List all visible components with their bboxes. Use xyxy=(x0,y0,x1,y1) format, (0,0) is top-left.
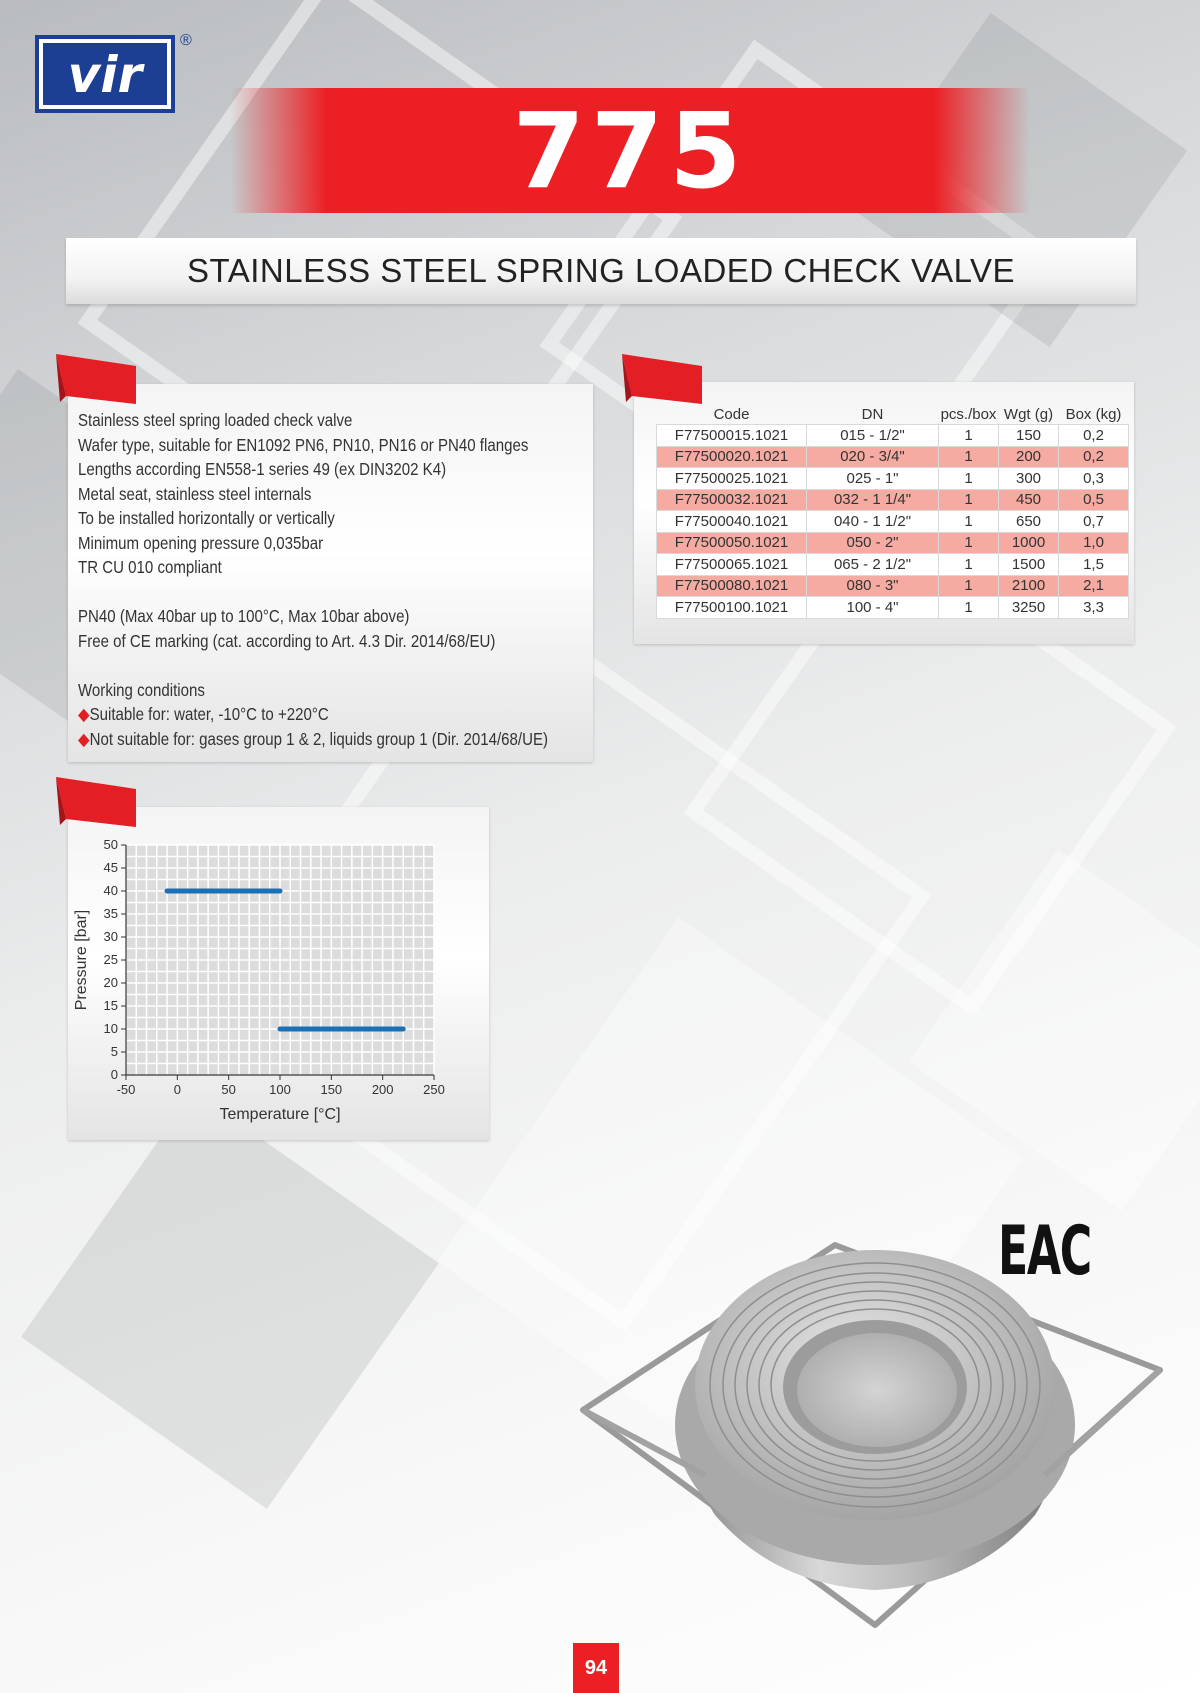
cell-weight: 450 xyxy=(999,489,1059,511)
description-line: Stainless steel spring loaded check valve xyxy=(78,410,353,430)
table-row xyxy=(657,597,1129,619)
header-weight: Wgt (g) xyxy=(1003,405,1054,423)
product-table xyxy=(656,404,1129,619)
y-tick-label: 25 xyxy=(103,952,118,967)
description-line: Minimum opening pressure 0,035bar xyxy=(78,532,324,553)
header-pcs-box: pcs./box xyxy=(940,405,997,423)
cell-box: 0,2 xyxy=(1059,425,1129,447)
cell-pcs: 1 xyxy=(939,446,999,468)
page-number: 94 xyxy=(573,1643,619,1693)
header-dn: DN xyxy=(861,405,884,423)
cell-pcs: 1 xyxy=(939,489,999,511)
table-row xyxy=(657,532,1129,554)
cell-box: 0,5 xyxy=(1059,489,1129,511)
cell-code: F77500050.1021 xyxy=(657,532,807,554)
cell-code: F77500020.1021 xyxy=(657,446,807,468)
y-tick-label: 50 xyxy=(103,837,118,852)
grid xyxy=(126,845,434,1075)
cell-code: F77500100.1021 xyxy=(657,597,807,619)
description-line: To be installed horizontally or vertically xyxy=(78,508,335,528)
table-row xyxy=(657,511,1129,533)
cell-dn: 065 - 2 1/2" xyxy=(807,554,939,576)
cell-pcs: 1 xyxy=(939,554,999,576)
y-tick-label: 45 xyxy=(103,860,118,875)
x-tick-label: 50 xyxy=(221,1082,236,1097)
model-banner xyxy=(230,88,1030,213)
table-tab-flag xyxy=(618,352,704,406)
cell-dn: 050 - 2" xyxy=(807,532,939,554)
x-tick-label: 150 xyxy=(320,1082,343,1097)
cell-weight: 1500 xyxy=(999,554,1059,576)
cell-pcs: 1 xyxy=(939,597,999,619)
table-row xyxy=(657,575,1129,597)
y-tick-label: 30 xyxy=(103,929,118,944)
cell-box: 1,5 xyxy=(1059,554,1129,576)
cell-pcs: 1 xyxy=(939,468,999,490)
pressure-rating-line: PN40 (Max 40bar up to 100°C, Max 10bar above) xyxy=(78,606,410,626)
x-tick-label: 100 xyxy=(269,1082,291,1097)
cell-pcs: 1 xyxy=(939,511,999,533)
condition-text: Suitable for: water, -10°C to +220°C xyxy=(89,704,329,724)
cell-box: 1,0 xyxy=(1059,532,1129,554)
pressure-temperature-chart xyxy=(68,807,489,1140)
cell-weight: 650 xyxy=(999,511,1059,533)
condition-item xyxy=(78,727,549,752)
x-tick-label: 200 xyxy=(371,1082,394,1097)
description-line: TR CU 010 compliant xyxy=(78,557,222,577)
x-tick-label: 250 xyxy=(423,1082,445,1097)
cell-weight: 3250 xyxy=(999,597,1059,619)
svg-text:vir: vir xyxy=(67,46,143,104)
cell-dn: 080 - 3" xyxy=(807,575,939,597)
x-tick-label: 0 xyxy=(173,1082,181,1097)
cell-pcs: 1 xyxy=(939,425,999,447)
cell-pcs: 1 xyxy=(939,575,999,597)
header-box-kg: Box (kg) xyxy=(1065,405,1122,423)
cell-pcs: 1 xyxy=(939,532,999,554)
cell-dn: 040 - 1 1/2" xyxy=(807,511,939,533)
cell-dn: 020 - 3/4" xyxy=(807,446,939,468)
y-tick-label: 0 xyxy=(110,1067,118,1082)
description-text xyxy=(78,408,549,751)
cell-weight: 300 xyxy=(999,468,1059,490)
cell-code: F77500080.1021 xyxy=(657,575,807,597)
y-tick-label: 10 xyxy=(103,1021,118,1036)
cell-weight: 150 xyxy=(999,425,1059,447)
cell-box: 3,3 xyxy=(1059,597,1129,619)
cell-code: F77500040.1021 xyxy=(657,511,807,533)
condition-item xyxy=(78,702,517,727)
eac-certification-mark: EAC xyxy=(998,1212,1091,1291)
table-row xyxy=(657,468,1129,490)
diamond-bullet-icon: ◆ xyxy=(78,704,90,724)
working-conditions-title: Working conditions xyxy=(78,679,205,700)
cell-code: F77500015.1021 xyxy=(657,425,807,447)
cell-code: F77500025.1021 xyxy=(657,468,807,490)
cell-box: 0,3 xyxy=(1059,468,1129,490)
cell-weight: 200 xyxy=(999,446,1059,468)
cell-dn: 032 - 1 1/4" xyxy=(807,489,939,511)
registered-mark: ® xyxy=(180,32,192,49)
x-axis-label: Temperature [°C] xyxy=(219,1106,341,1123)
y-axis-label: Pressure [bar] xyxy=(73,909,90,1011)
title-bar xyxy=(66,238,1136,304)
table-row xyxy=(657,446,1129,468)
header-code: Code xyxy=(713,405,750,423)
y-tick-label: 35 xyxy=(103,906,118,921)
table-row xyxy=(657,554,1129,576)
cell-dn: 015 - 1/2" xyxy=(807,425,939,447)
y-tick-label: 5 xyxy=(110,1044,118,1059)
description-line: Wafer type, suitable for EN1092 PN6, PN10, PN16 or PN40 flanges xyxy=(78,434,529,455)
table-header-row xyxy=(657,404,1129,425)
cell-weight: 1000 xyxy=(999,532,1059,554)
y-tick-label: 15 xyxy=(103,998,118,1013)
cell-box: 0,7 xyxy=(1059,511,1129,533)
y-tick-label: 40 xyxy=(103,883,118,898)
diamond-bullet-icon: ◆ xyxy=(78,728,90,749)
condition-text: Not suitable for: gases group 1 & 2, liquids group 1 (Dir. 2014/68/UE) xyxy=(89,728,549,749)
table-row xyxy=(657,425,1129,447)
description-line: Metal seat, stainless steel internals xyxy=(78,483,312,504)
cell-dn: 100 - 4" xyxy=(807,597,939,619)
cell-code: F77500032.1021 xyxy=(657,489,807,511)
ce-marking-line: Free of CE marking (cat. according to Art. 4.3 Dir. 2014/68/EU) xyxy=(78,630,496,651)
page-title: STAINLESS STEEL SPRING LOADED CHECK VALVE xyxy=(186,252,1016,289)
model-number: 775 xyxy=(512,89,748,212)
cell-dn: 025 - 1" xyxy=(807,468,939,490)
table-row xyxy=(657,489,1129,511)
cell-box: 2,1 xyxy=(1059,575,1129,597)
description-tab-flag xyxy=(52,352,138,406)
y-tick-label: 20 xyxy=(103,975,118,990)
vir-logo xyxy=(35,35,175,113)
cell-code: F77500065.1021 xyxy=(657,554,807,576)
cell-box: 0,2 xyxy=(1059,446,1129,468)
check-valve-image xyxy=(575,1225,1175,1645)
description-line: Lengths according EN558-1 series 49 (ex DIN3202 K4) xyxy=(78,459,447,479)
cell-weight: 2100 xyxy=(999,575,1059,597)
x-tick-label: -50 xyxy=(116,1082,136,1097)
